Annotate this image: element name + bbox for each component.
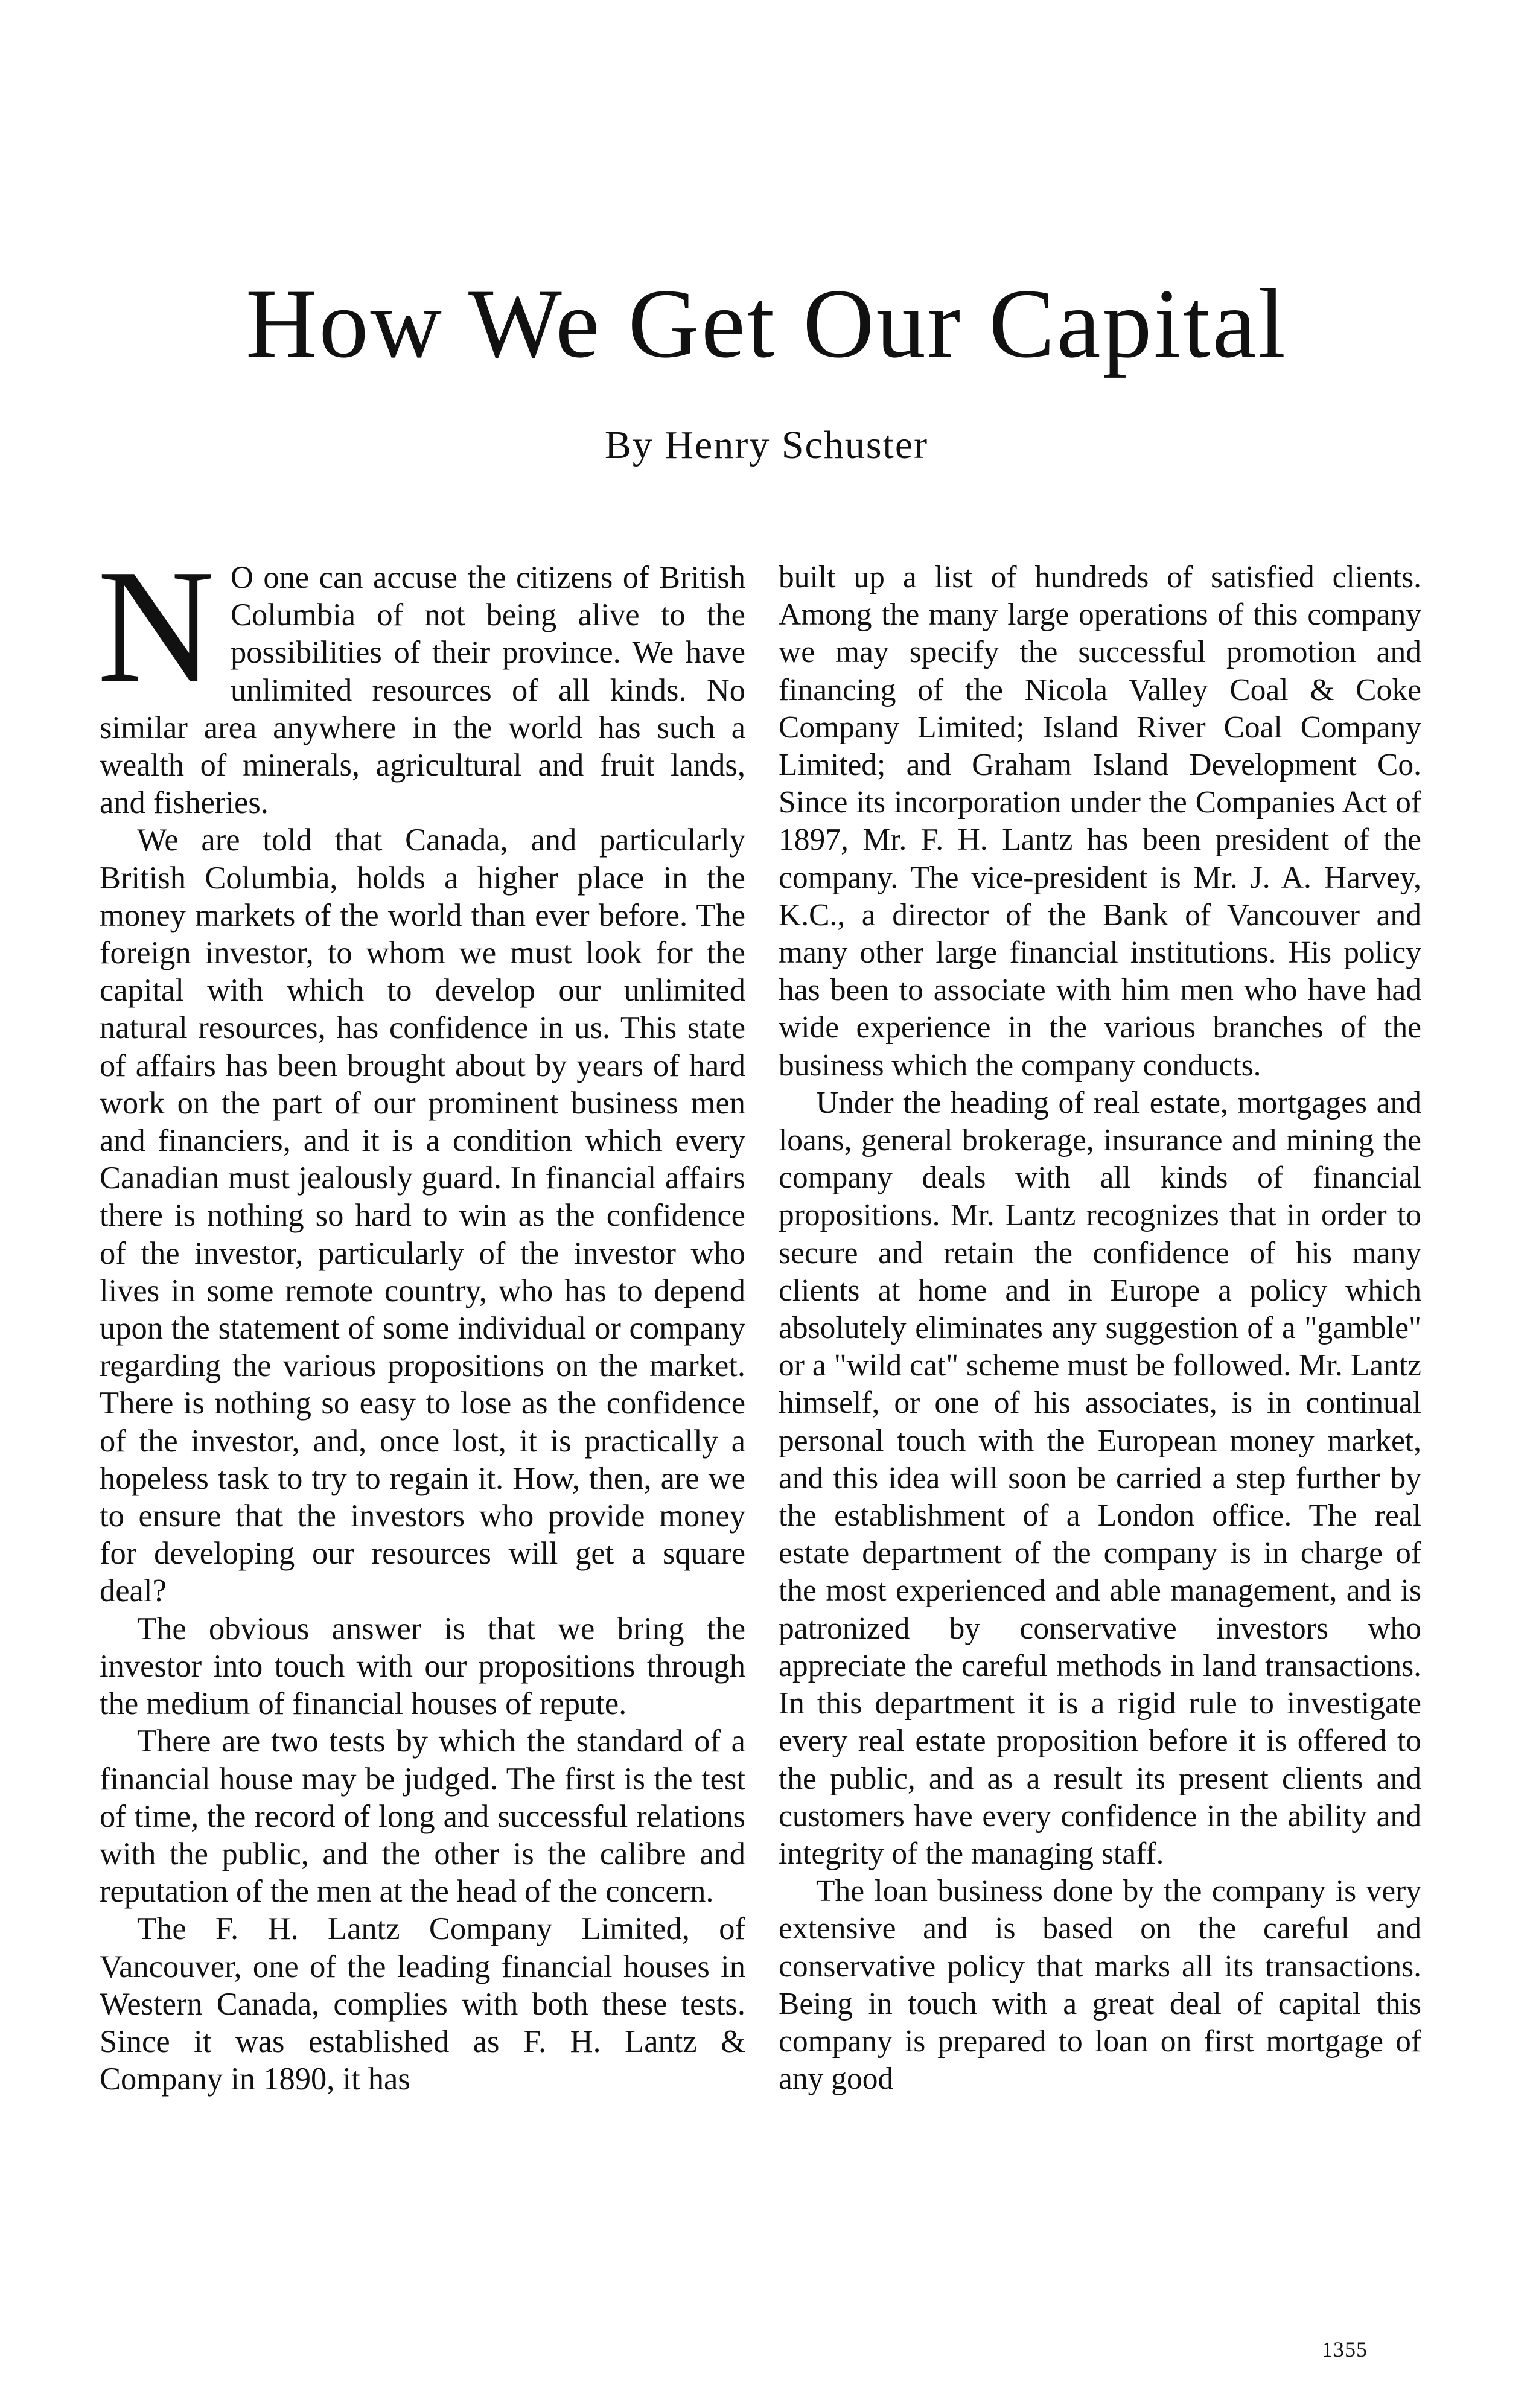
- drop-cap: N: [97, 536, 215, 716]
- body-paragraph: The obvious answer is that we bring the investor into touch with our propositions through the medium of financial houses of repute.: [100, 1611, 745, 1722]
- page-number: 1355: [1322, 2337, 1368, 2362]
- continued-paragraph: built up a list of hundreds of satisfied clients. Among the many large operations of this company we may specify the successful promotion and financing of the Nicola Valley Coal & Coke Company Limited; Island River Coal Company Limited; and Graham Island Development Co. Since its incorporation under the Companies Act of 1897, Mr. F. H. Lantz has been president of the company. The vice-president is Mr. J. A. Harvey, K.C., a director of the Bank of Vancouver and many other large financial institutions. His policy has been to associate with him men who have had wide experience in the various branches of the business which the company conducts.: [779, 560, 1421, 1083]
- article-title: How We Get Our Capital: [246, 269, 1287, 378]
- body-paragraph: We are told that Canada, and particularly British Columbia, holds a higher place in the money markets of the world than ever before. The foreign investor, to whom we must look for the capital with which to develop our unlimited natural resources, has confidence in us. This state of affairs has been brought about by years of hard work on the part of our prominent business men and financiers, and it is a condition which every Canadian must jealously guard. In financial affairs there is nothing so hard to win as the confidence of the investor, particularly of the investor who lives in some remote country, who has to depend upon the statement of some individual or company regarding the various propositions on the market. There is nothing so easy to lose as the confidence of the investor, and, once lost, it is practically a hopeless task to try to regain it. How, then, are we to ensure that the investors who provide money for developing our resources will get a square deal?: [100, 823, 745, 1609]
- right-column: [779, 559, 1421, 2098]
- body-paragraph: There are two tests by which the standard of a financial house may be judged. The first is the test of time, the record of long and successful relations with the public, and the other is the calibre and reputation of the men at the head of the concern.: [100, 1724, 745, 1910]
- opening-paragraph: [97, 536, 745, 821]
- opening-paragraph-text: O one can accuse the citizens of British Columbia of not being alive to the possibilities of their province. We have unlimited resources of all kinds. No similar area anywhere in the world has such a wealth of minerals, agricultural and fruit lands, and fisheries.: [100, 560, 745, 821]
- left-column: [97, 536, 745, 2098]
- article-byline: By Henry Schuster: [604, 423, 929, 467]
- body-paragraph: The F. H. Lantz Company Limited, of Vancouver, one of the leading financial houses in Western Canada, complies with both these tests. Since it was established as F. H. Lantz & Company in 1890, it has: [100, 1911, 745, 2097]
- body-paragraph: The loan business done by the company is very extensive and is based on the careful and conservative policy that marks all its transactions. Being in touch with a great deal of capital this company is prepared to loan on first mortgage of any good: [779, 1874, 1421, 2097]
- body-paragraph: Under the heading of real estate, mortgages and loans, general brokerage, insurance and mining the company deals with all kinds of financial propositions. Mr. Lantz recognizes that in order to secure and retain the confidence of his many clients at home and in Europe a policy which absolutely eliminates any suggestion of a "gamble" or a "wild cat" scheme must be followed. Mr. Lantz himself, or one of his associates, is in continual personal touch with the European money market, and this idea will soon be carried a step further by the establishment of a London office. The real estate department of the company is in charge of the most experienced and able management, and is patronized by conservative investors who appreciate the careful methods in land transactions. In this department it is a rigid rule to investigate every real estate proposition before it is offered to the public, and as a result its present clients and customers have every confidence in the ability and integrity of the managing staff.: [779, 1085, 1421, 1871]
